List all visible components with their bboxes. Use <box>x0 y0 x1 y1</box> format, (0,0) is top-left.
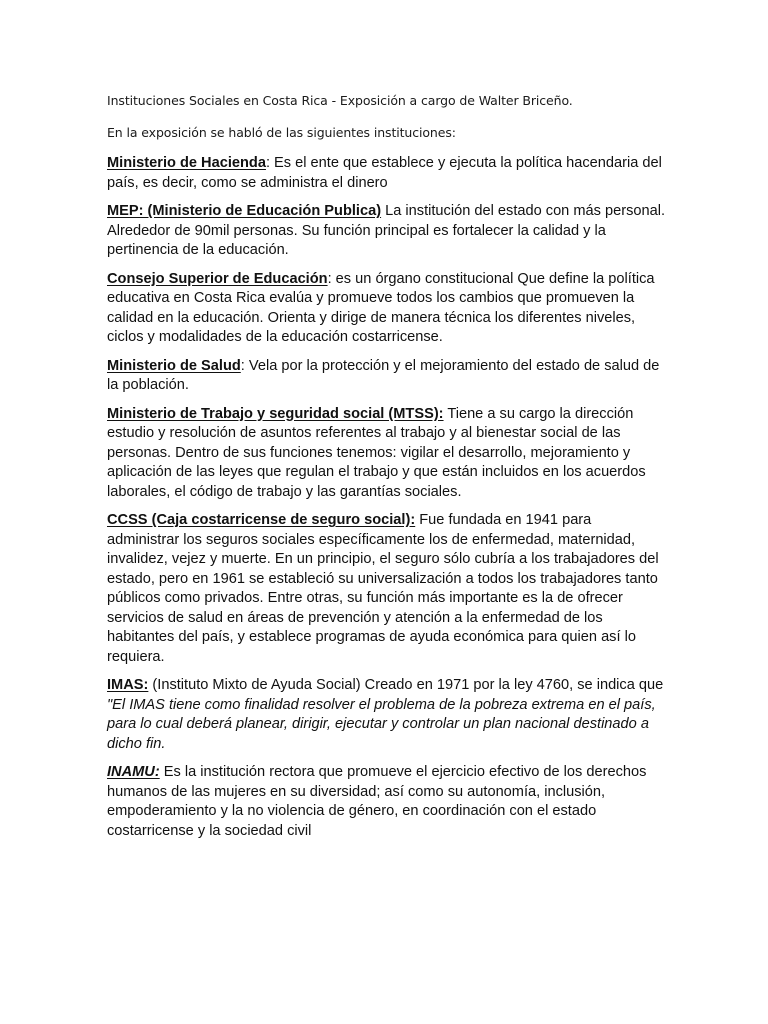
entry-term: Ministerio de Trabajo y seguridad social (MTSS): <box>107 405 444 422</box>
document-intro: En la exposición se habló de las siguientes instituciones: <box>107 125 456 140</box>
document-page <box>107 92 667 850</box>
entry-text: Fue fundada en 1941 para administrar los seguros sociales específicamente los de enfermedad, maternidad, invalidez, vejez y muerte. En un principio, el seguro sólo cubría a los trabajadores del estado, pero en 1961 se estableció su universalización a todos los trabajadores tanto públicos como privados. Entre otras, su función más importante es la de ofrecer servicios de salud en áreas de prevención y atención a la enfermedad de los habitantes del país, y establece programas de ayuda económica para quien así lo requiera. <box>107 512 659 665</box>
entry-text: : Vela por la protección y el mejoramiento del estado de salud de la población. <box>107 357 660 393</box>
document-title: Instituciones Sociales en Costa Rica - Exposición a cargo de Walter Briceño. <box>107 93 573 108</box>
entry-text: : es un órgano constitucional Que define la política educativa en Costa Rica evalúa y promueve todos los cambios que promueven la calidad en la educación. Orienta y dirige de manera técnica los diferentes niveles, ciclos y modalidades de la educación costarricense. <box>107 270 655 345</box>
entry-mtss <box>107 405 667 503</box>
entry-inamu <box>107 763 667 841</box>
entry-text: : Es el ente que establece y ejecuta la política hacendaria del país, es decir, como se administra el dinero <box>107 155 662 191</box>
entry-term: Ministerio de Hacienda <box>107 155 266 171</box>
entry-term: Ministerio de Salud <box>107 357 241 374</box>
entry-imas <box>107 676 667 754</box>
entry-term: CCSS (Caja costarricense de seguro social): <box>107 512 416 528</box>
entry-ccss <box>107 511 667 667</box>
entry-term: MEP: (Ministerio de Educación Publica) <box>107 203 382 219</box>
entry-text: Tiene a su cargo la dirección estudio y resolución de asuntos referentes al trabajo y al bienestar social de las personas. Dentro de sus funciones tenemos: vigilar el desarrollo, mejoramiento y aplicación de las leyes que regulan el trabajo y que están incluidos en los acuerdos laborales, el código de trabajo y las garantías sociales. <box>107 405 646 500</box>
entry-text: Es la institución rectora que promueve el ejercicio efectivo de los derechos humanos de las mujeres en su diversidad; así como su autonomía, inclusión, empoderamiento y la no violencia de género, en coordinación con el estado costarricense y la sociedad civil <box>107 764 647 839</box>
entry-term: INAMU: <box>107 764 160 780</box>
entry-quote: "El IMAS tiene como finalidad resolver el problema de la pobreza extrema en el país, para lo cual deberá planear, dirigir, ejecutar y controlar un plan nacional destinado a dicho fin. <box>107 696 656 752</box>
entry-text: La institución del estado con más personal. Alrededor de 90mil personas. Su función principal es fortalecer la calidad y la pertinencia de la educación. <box>107 203 666 258</box>
entry-term: Consejo Superior de Educación <box>107 270 328 287</box>
entry-consejo-superior-educacion <box>107 270 667 348</box>
entry-mep <box>107 202 667 261</box>
entry-term: IMAS: <box>107 677 149 693</box>
entry-ministerio-hacienda <box>107 154 667 193</box>
entry-ministerio-salud <box>107 357 667 396</box>
entry-text: (Instituto Mixto de Ayuda Social) Creado en 1971 por la ley 4760, se indica que <box>148 677 664 693</box>
